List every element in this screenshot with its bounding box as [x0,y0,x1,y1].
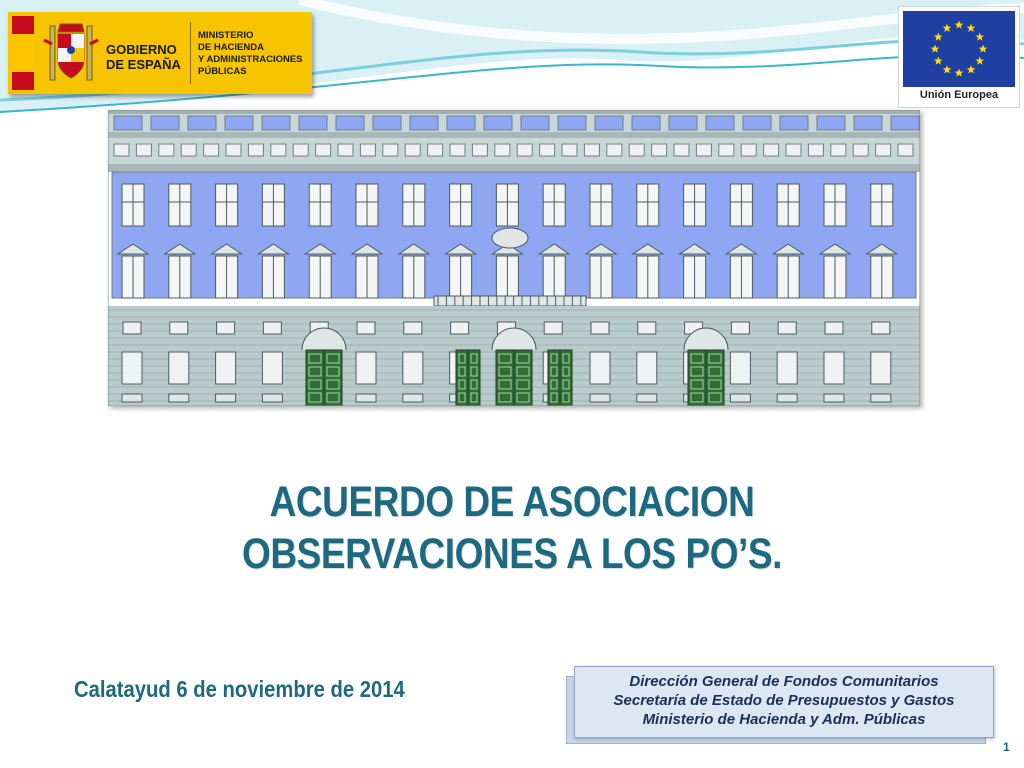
title-line-1: ACUERDO DE ASOCIACION [269,478,755,526]
logo-divider [190,22,191,84]
ministerio-label: MINISTERIO DE HACIENDA Y ADMINISTRACIONES PÚBLICAS [198,30,303,77]
eu-star-icon [931,44,940,52]
eu-star-icon [934,32,943,40]
eu-flag-icon [903,11,1015,87]
gobierno-espana-logo [8,12,312,94]
eu-star-icon [955,68,964,76]
eu-star-icon [975,32,984,40]
building-facade-image [108,110,920,406]
eu-star-icon [934,56,943,64]
title-line-2: OBSERVACIONES A LOS PO’S. [242,530,782,578]
union-europea-logo [898,6,1020,108]
coat-of-arms-icon [42,20,100,86]
organization-info-box [574,666,994,738]
eu-label: Unión Europea [919,89,999,101]
eu-star-icon [943,65,952,73]
page-number: 1 [1003,740,1010,754]
spain-flag-icon [12,16,34,90]
eu-star-icon [943,24,952,32]
eu-star-icon [975,56,984,64]
info-line-2: Secretaría de Estado de Presupuestos y Gastos [613,692,955,709]
info-line-1: Dirección General de Fondos Comunitarios [629,673,939,690]
eu-star-icon [979,44,988,52]
eu-star-icon [967,65,976,73]
eu-star-icon [967,24,976,32]
info-line-3: Ministerio de Hacienda y Adm. Públicas [642,711,926,728]
gobierno-espana-label: GOBIERNO DE ESPAÑA [106,42,181,72]
eu-star-icon [955,20,964,28]
slide-title [72,476,953,580]
date-location: Calatayud 6 de noviembre de 2014 [74,676,405,702]
